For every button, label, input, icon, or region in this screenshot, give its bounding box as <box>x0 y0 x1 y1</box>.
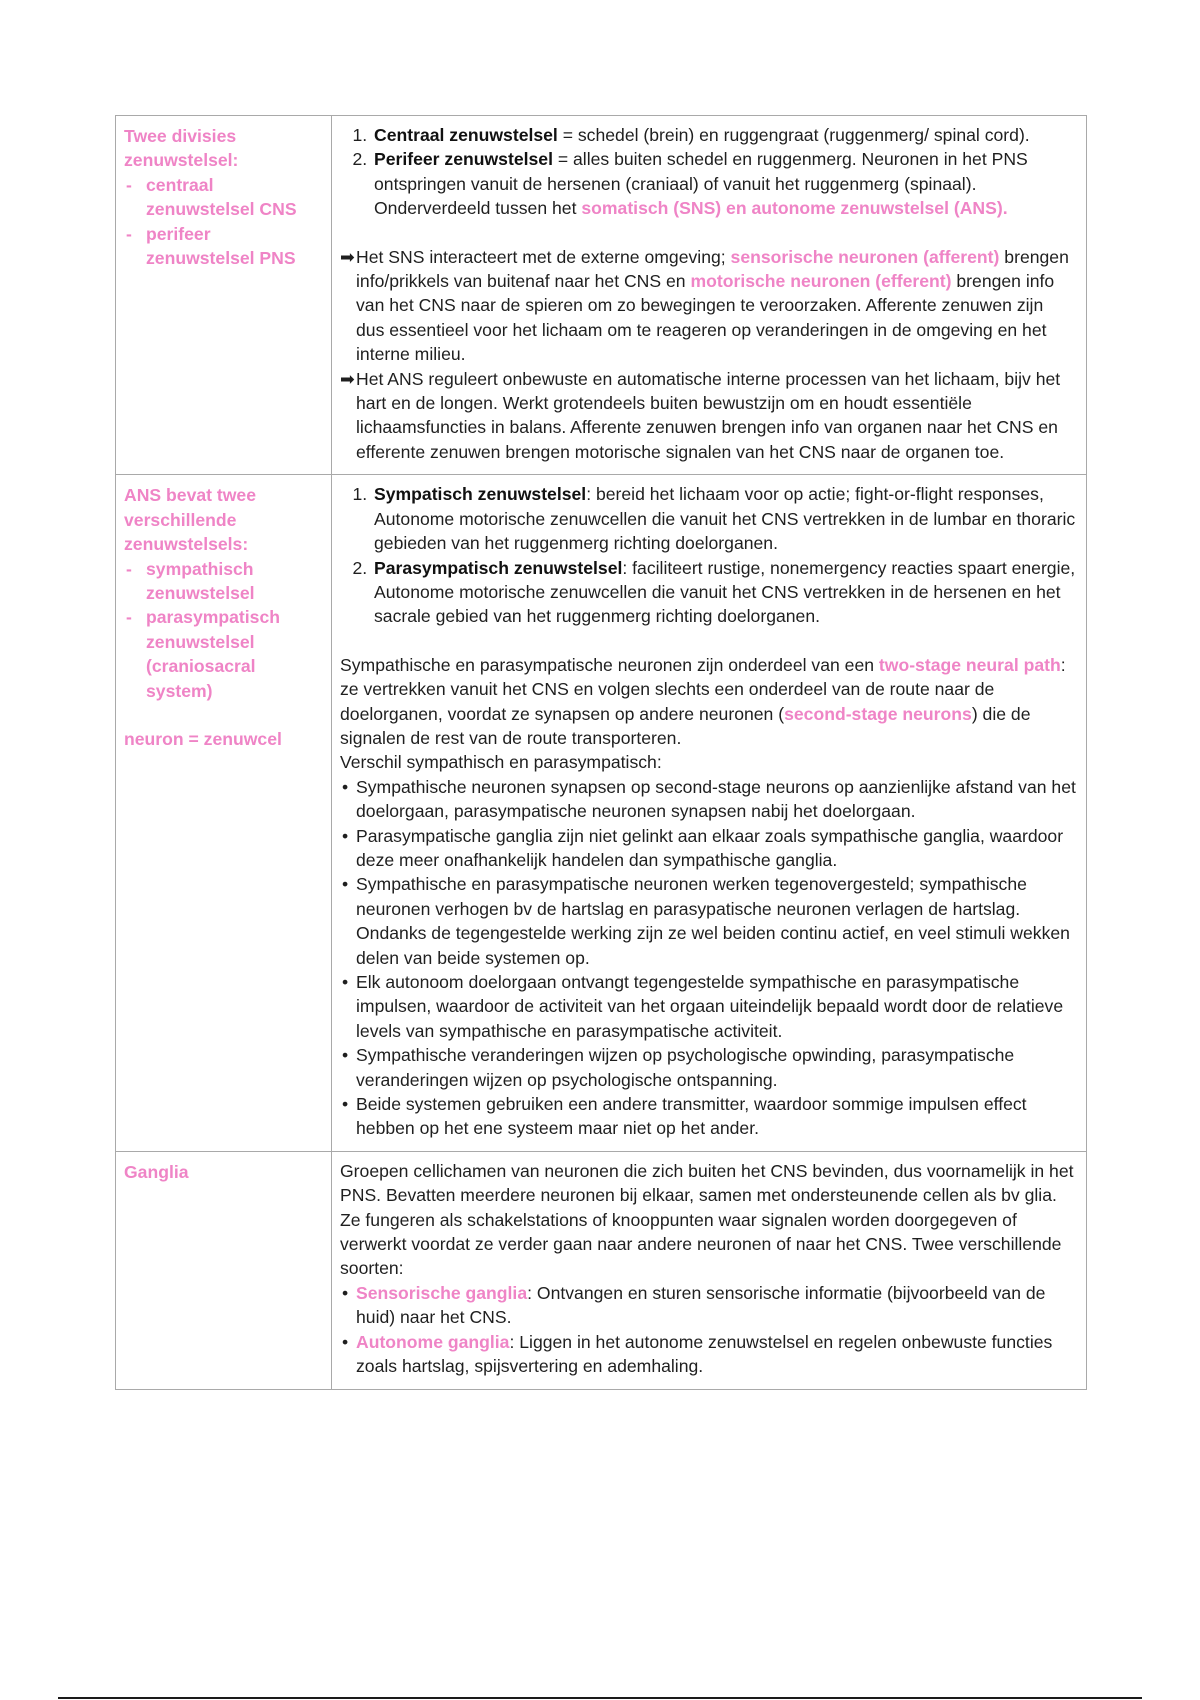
highlight-term: somatisch (SNS) en autonome zenuwstelsel (ANS). <box>581 198 1008 219</box>
highlight-term: motorische neuronen (efferent) <box>690 271 952 292</box>
numbered-list <box>340 482 1076 628</box>
arrow-paragraph <box>340 245 1076 367</box>
explanation-cell <box>332 475 1087 1152</box>
term-title: ANS bevat twee verschillende zenuwstelsels: <box>124 485 256 555</box>
list-item: • Sympathische veranderingen wijzen op psychologische opwinding, parasympatische veranderingen wijzen op psychologische ontspanning. <box>340 1043 1076 1092</box>
bullet-list <box>340 1281 1076 1379</box>
definition-text: = schedel (brein) en ruggengraat (ruggenmerg/ spinal cord). <box>557 125 1030 145</box>
arrow-right-icon: ➡ <box>340 246 355 267</box>
list-item: • Beide systemen gebruiken een andere transmitter, waardoor sommige impulsen effect hebben op het ene systeem maar niet op het ander. <box>340 1092 1076 1141</box>
paragraph-text: : ze vertrekken vanuit het CNS en volgen slechts een onderdeel van de route naar de doelorganen, voordat ze synapsen op andere neuronen ( <box>340 654 1066 724</box>
definition-term: Sympatisch zenuwstelsel <box>374 484 587 505</box>
footer-divider <box>58 1697 1142 1699</box>
paragraph-text: Sympathische en parasympatische neuronen zijn onderdeel van een <box>340 654 879 675</box>
definition-text: = alles buiten schedel en ruggenmerg. Neuronen in het PNS ontspringen vanuit de hersenen (craniaal) of vanuit het ruggenmerg (spinaal). Onderverdeeld tussen het <box>374 149 1028 219</box>
paragraph-text: brengen info van het CNS naar de spieren om zo bewegingen te veroorzaken. Afferente zenuwen zijn dus essentieel voor het lichaam om te reageren op veranderingen in de omgeving en het interne milieu. <box>356 271 1055 365</box>
paragraph: Groepen cellichamen van neuronen die zich buiten het CNS bevinden, dus voornamelijk in het PNS. Bevatten meerdere neuronen bij elkaar, samen met ondersteunende cellen als bv glia. Ze fungeren als schakelstations of knooppunten waar signalen worden doorgegeven of verwerkt voordat ze verder gaan naar andere neuronen of naar het CNS. Twee verschillende soorten: <box>340 1160 1074 1279</box>
list-item: • Sympathische neuronen synapsen op second-stage neurons op aanzienlijke afstand van het doelorgaan, parasympatische neuronen synapsen nabij het doelorgaan. <box>340 775 1076 824</box>
arrow-paragraph <box>340 367 1076 465</box>
arrow-right-icon: ➡ <box>340 368 355 389</box>
numbered-list <box>340 123 1076 221</box>
term-cell <box>116 475 332 1152</box>
list-item <box>340 1281 1076 1330</box>
term-cell <box>116 116 332 475</box>
table-row <box>116 475 1087 1152</box>
highlight-term: sensorische neuronen (afferent) <box>730 246 1000 267</box>
paragraph <box>340 653 1076 751</box>
list-item: • Parasympatische ganglia zijn niet gelinkt aan elkaar zoals sympathische ganglia, waardoor deze meer onafhankelijk handelen dan sympathische ganglia. <box>340 824 1076 873</box>
highlight-term: second-stage neurons <box>784 703 972 724</box>
highlight-term: Autonome ganglia <box>356 1331 510 1352</box>
highlight-term: two-stage neural path <box>878 654 1061 675</box>
subheading: Verschil sympathisch en parasympatisch: <box>340 752 662 773</box>
highlight-term: Sensorische ganglia <box>356 1282 528 1303</box>
list-item <box>372 123 1076 147</box>
explanation-cell <box>332 116 1087 475</box>
term-title: Ganglia <box>124 1161 189 1182</box>
definition-term: Perifeer zenuwstelsel <box>374 149 553 170</box>
explanation-cell <box>332 1151 1087 1389</box>
list-item: • Elk autonoom doelorgaan ontvangt tegengestelde sympathische en parasympatische impulsen, waardoor de activiteit van het orgaan uiteindelijk bepaald wordt door de relatieve levels van sympathische en parasympatische activiteit. <box>340 970 1076 1043</box>
term-note: neuron = zenuwcel <box>124 728 282 749</box>
list-item <box>372 556 1076 629</box>
definition-term: Parasympatisch zenuwstelsel <box>374 557 623 578</box>
bullet-list <box>340 775 1076 1141</box>
paragraph-text: brengen info/prikkels van buitenaf naar het CNS en <box>356 246 1069 292</box>
term-cell <box>116 1151 332 1389</box>
term-list-item: - parasympatisch zenuwstelsel (craniosacral system) <box>124 605 321 703</box>
notes-table <box>115 115 1087 1390</box>
table-row <box>116 1151 1087 1389</box>
definition-term: Centraal zenuwstelsel <box>374 125 558 145</box>
table-row <box>116 116 1087 475</box>
term-list <box>124 173 321 271</box>
term-title: Twee divisies zenuwstelsel: <box>124 126 239 171</box>
term-list-item: - perifeer zenuwstelsel PNS <box>124 222 321 271</box>
term-list <box>124 557 321 703</box>
term-list-item: - sympathisch zenuwstelsel <box>124 557 321 606</box>
term-list-item: - centraal zenuwstelsel CNS <box>124 173 321 222</box>
list-item <box>372 147 1076 220</box>
paragraph-text: Het ANS reguleert onbewuste en automatische interne processen van het lichaam, bijv het hart en de longen. Werkt grotendeels buiten bewustzijn om en houdt essentiële lichaamsfuncties in balans. Afferente zenuwen brengen info van organen naar het CNS en efferente zenuwen brengen motorische signalen van het CNS naar de organen toe. <box>356 368 1061 462</box>
paragraph-text: ) die de signalen de rest van de route transporteren. <box>340 703 1031 748</box>
list-item <box>372 482 1076 555</box>
list-item: • Sympathische en parasympatische neuronen werken tegenovergesteld; sympathische neuronen verhogen bv de hartslag en parasypatische neuronen verlagen de hartslag. Ondanks de tegengestelde werking zijn ze wel beiden continu actief, en veel stimuli wekken delen van beide systemen op. <box>340 872 1076 970</box>
list-item <box>340 1330 1076 1379</box>
definition-text: : bereid het lichaam voor op actie; fight-or-flight responses, Autonome motorische zenuwcellen die vanuit het CNS vertrekken in de lumbar en thoraric gebieden van het ruggenmerg richting doelorganen. <box>374 484 1076 554</box>
definition-text: : faciliteert rustige, nonemergency reacties spaart energie, Autonome motorische zenuwcellen die vanuit het CNS vertrekken in de hersenen en het sacrale gebied van het ruggenmerg richting doelorganen. <box>374 557 1076 627</box>
paragraph-text: Het SNS interacteert met de externe omgeving; <box>356 246 731 267</box>
bullet-text: : Liggen in het autonome zenuwstelsel en regelen onbewuste functies zoals hartslag, spijsvertering en ademhaling. <box>356 1331 1053 1377</box>
bullet-text: : Ontvangen en sturen sensorische informatie (bijvoorbeeld van de huid) naar het CNS. <box>356 1282 1046 1328</box>
